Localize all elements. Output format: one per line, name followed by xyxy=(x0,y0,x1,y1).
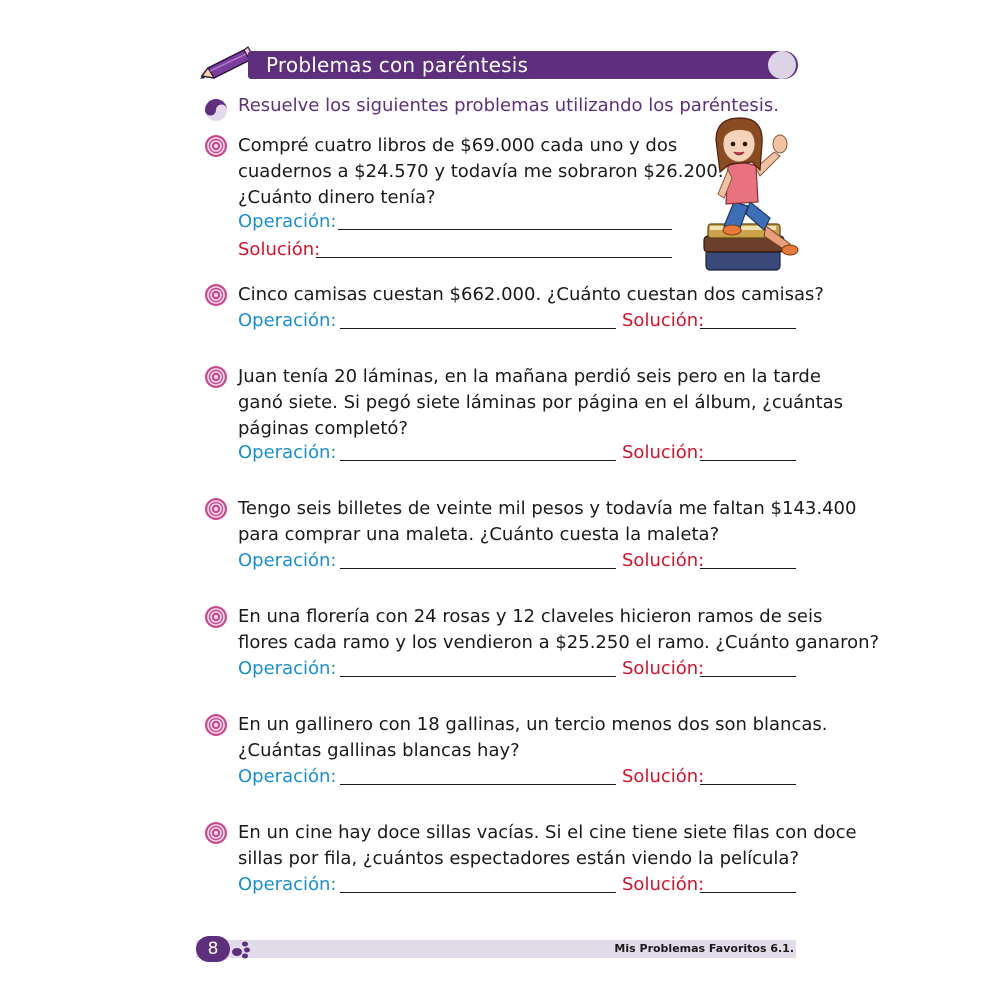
problem-line: para comprar una maleta. ¿Cuánto cuesta la maleta? xyxy=(238,524,720,545)
page-number: 8 xyxy=(207,939,219,959)
problem-text xyxy=(238,820,857,872)
spiral-bullet-icon xyxy=(204,821,228,845)
operation-answer-line[interactable] xyxy=(340,460,616,461)
answer-row xyxy=(238,656,798,682)
solution-answer-line[interactable] xyxy=(316,257,672,258)
problem-line: ¿Cuánto dinero tenía? xyxy=(238,187,436,208)
operation-label: Operación: xyxy=(238,550,337,571)
operation-answer-line[interactable] xyxy=(340,892,616,893)
page-title: Problemas con paréntesis xyxy=(266,53,529,77)
operation-label: Operación: xyxy=(238,658,337,679)
operation-label: Operación: xyxy=(238,874,337,895)
yin-yang-icon xyxy=(204,98,228,122)
operation-answer-line[interactable] xyxy=(338,229,672,230)
paw-print-icon xyxy=(228,936,254,962)
pencil-icon xyxy=(198,44,254,84)
solution-label: Solución: xyxy=(622,658,705,679)
solution-answer-line[interactable] xyxy=(700,784,796,785)
answer-row xyxy=(238,764,798,790)
solution-answer-line[interactable] xyxy=(700,892,796,893)
problem-line: cuadernos a $24.570 y todavía me sobraron $26.200. xyxy=(238,161,724,182)
operation-answer-line[interactable] xyxy=(340,568,616,569)
solution-label: Solución: xyxy=(622,442,705,463)
operation-answer-line[interactable] xyxy=(340,784,616,785)
problem-line: Cinco camisas cuestan $662.000. ¿Cuánto cuestan dos camisas? xyxy=(238,284,824,305)
instruction-text: Resuelve los siguientes problemas utilizando los paréntesis. xyxy=(238,95,779,116)
spiral-bullet-icon xyxy=(204,713,228,737)
spiral-bullet-icon xyxy=(204,365,228,389)
book-title: Mis Problemas Favoritos 6.1. xyxy=(614,942,794,955)
solution-label: Solución: xyxy=(622,310,705,331)
problem-line: ¿Cuántas gallinas blancas hay? xyxy=(238,740,520,761)
answer-row xyxy=(238,440,798,466)
problem-text xyxy=(238,496,856,548)
operation-label: Operación: xyxy=(238,442,337,463)
problem-text xyxy=(238,282,824,308)
header-circle-decoration xyxy=(768,51,796,79)
problem-line: páginas completó? xyxy=(238,418,408,439)
operation-label: Operación: xyxy=(238,310,337,331)
operation-answer-line[interactable] xyxy=(340,676,616,677)
solution-label: Solución: xyxy=(622,550,705,571)
spiral-bullet-icon xyxy=(204,605,228,629)
operation-label: Operación: xyxy=(238,211,337,232)
solution-answer-line[interactable] xyxy=(700,460,796,461)
spiral-bullet-icon xyxy=(204,497,228,521)
problem-line: En un cine hay doce sillas vacías. Si el cine tiene siete filas con doce xyxy=(238,822,857,843)
problem-line: ganó siete. Si pegó siete láminas por página en el álbum, ¿cuántas xyxy=(238,392,844,413)
problem-text xyxy=(238,712,828,764)
problem-text xyxy=(238,364,843,442)
solution-label: Solución: xyxy=(622,766,705,787)
solution-label: Solución: xyxy=(238,239,321,260)
problem-line: En una florería con 24 rosas y 12 claveles hicieron ramos de seis xyxy=(238,606,823,627)
operation-label: Operación: xyxy=(238,766,337,787)
problem-line: Tengo seis billetes de veinte mil pesos y todavía me faltan $143.400 xyxy=(238,498,857,519)
answer-row xyxy=(238,308,798,334)
problem-line: flores cada ramo y los vendieron a $25.250 el ramo. ¿Cuánto ganaron? xyxy=(238,632,880,653)
solution-answer-line[interactable] xyxy=(700,568,796,569)
solution-label: Solución: xyxy=(622,874,705,895)
answer-row xyxy=(238,872,798,898)
problem-text xyxy=(238,604,879,656)
spiral-bullet-icon xyxy=(204,134,228,158)
solution-answer-line[interactable] xyxy=(700,676,796,677)
problem-line: Compré cuatro libros de $69.000 cada uno y dos xyxy=(238,135,678,156)
problem-line: sillas por fila, ¿cuántos espectadores están viendo la película? xyxy=(238,848,800,869)
answer-row xyxy=(238,548,798,574)
problem-line: En un gallinero con 18 gallinas, un tercio menos dos son blancas. xyxy=(238,714,828,735)
operation-answer-line[interactable] xyxy=(340,328,616,329)
solution-answer-line[interactable] xyxy=(700,328,796,329)
problem-text xyxy=(238,133,724,211)
spiral-bullet-icon xyxy=(204,283,228,307)
problem-line: Juan tenía 20 láminas, en la mañana perdió seis pero en la tarde xyxy=(238,366,821,387)
